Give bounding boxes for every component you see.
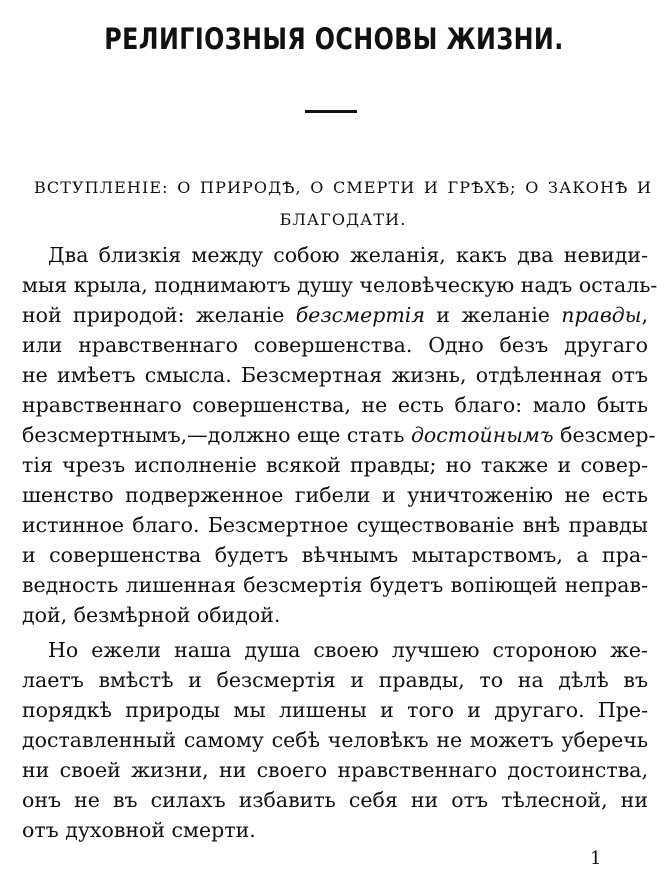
text-line	[22, 785, 648, 815]
text-line	[22, 270, 658, 300]
text-segment: ной природой: желаніе	[22, 303, 296, 327]
page-title: РЕЛИГІОЗНЫЯ ОСНОВЫ ЖИЗНИ.	[104, 22, 564, 56]
text-segment: безсмертнымъ,—должно еще стать	[22, 423, 411, 447]
chapter-subtitle	[34, 172, 652, 236]
text-segment: тія чрезъ исполненіе всякой правды; но также и совер-	[22, 453, 648, 477]
text-line	[22, 240, 648, 270]
text-segment: шенство подверженное гибели и уничтоженію не есть	[22, 483, 648, 507]
text-segment: не имѣетъ смысла. Безсмертная жизнь, отдѣленная отъ	[22, 363, 648, 387]
text-segment: дой, безмѣрной обидой.	[22, 603, 281, 627]
text-segment: Но ежели наша душа своею лучшею стороною же-	[48, 638, 648, 662]
text-line	[22, 480, 648, 510]
text-line	[22, 725, 648, 755]
text-segment: порядкѣ природы мы лишены и того и другаго. Пре-	[22, 698, 648, 722]
text-segment: онъ не въ силахъ избавить себя ни отъ тѣлесной, ни	[22, 788, 648, 812]
text-segment: безсмер-	[553, 423, 656, 447]
text-line	[22, 570, 648, 600]
paragraph	[22, 635, 648, 845]
text-segment: отъ духовной смерти.	[22, 818, 256, 842]
text-line	[22, 695, 648, 725]
text-segment: нравственнаго совершенства, не есть благо: мало быть	[22, 393, 648, 417]
italic-emphasis: правды	[561, 303, 642, 327]
text-line	[22, 635, 648, 665]
text-segment: лаетъ вмѣстѣ и безсмертія и правды, то на дѣлѣ въ	[22, 668, 648, 692]
text-line	[22, 390, 648, 420]
text-line	[22, 420, 656, 450]
text-line	[22, 815, 648, 845]
body-text	[22, 240, 658, 845]
text-line	[22, 665, 648, 695]
text-segment: истинное благо. Безсмертное существованіе внѣ правды	[22, 513, 648, 537]
subtitle-line-2: БЛАГОДАТИ.	[279, 210, 407, 229]
subtitle-line-1: ВСТУПЛЕНІЕ: О ПРИРОДѢ, О СМЕРТИ И ГРѢХѢ; О ЗАКОНѢ И	[34, 178, 652, 197]
italic-emphasis: безсмертія	[295, 303, 425, 327]
italic-emphasis: достойнымъ	[410, 423, 554, 447]
page-number: 1	[590, 848, 602, 869]
text-segment: доставленный самому себѣ человѣкъ не можетъ уберечь	[22, 728, 648, 752]
text-segment: мыя крыла, поднимаютъ душу человѣческую надъ осталь-	[22, 273, 658, 297]
text-line	[22, 600, 648, 630]
text-line	[22, 330, 648, 360]
text-segment: Два близкія между собою желанія, какъ два невиди-	[48, 243, 648, 267]
text-line	[22, 510, 648, 540]
text-segment: ведность лишенная безсмертія будетъ вопіющей неправ-	[22, 573, 648, 597]
text-line	[22, 755, 648, 785]
text-segment: и совершенства будетъ вѣчнымъ мытарствомъ, а пра-	[22, 543, 648, 567]
text-segment: ни своей жизни, ни своего нравственнаго достоинства,	[22, 758, 648, 782]
text-segment: или нравственнаго совершенства. Одно безъ другаго	[22, 333, 648, 357]
text-line	[22, 360, 648, 390]
text-line	[22, 450, 648, 480]
text-segment: и желаніе	[424, 303, 562, 327]
text-line	[22, 540, 648, 570]
paragraph	[22, 240, 658, 630]
text-line	[22, 300, 648, 330]
text-segment: ,	[641, 303, 648, 327]
title-rule-divider	[305, 110, 357, 113]
